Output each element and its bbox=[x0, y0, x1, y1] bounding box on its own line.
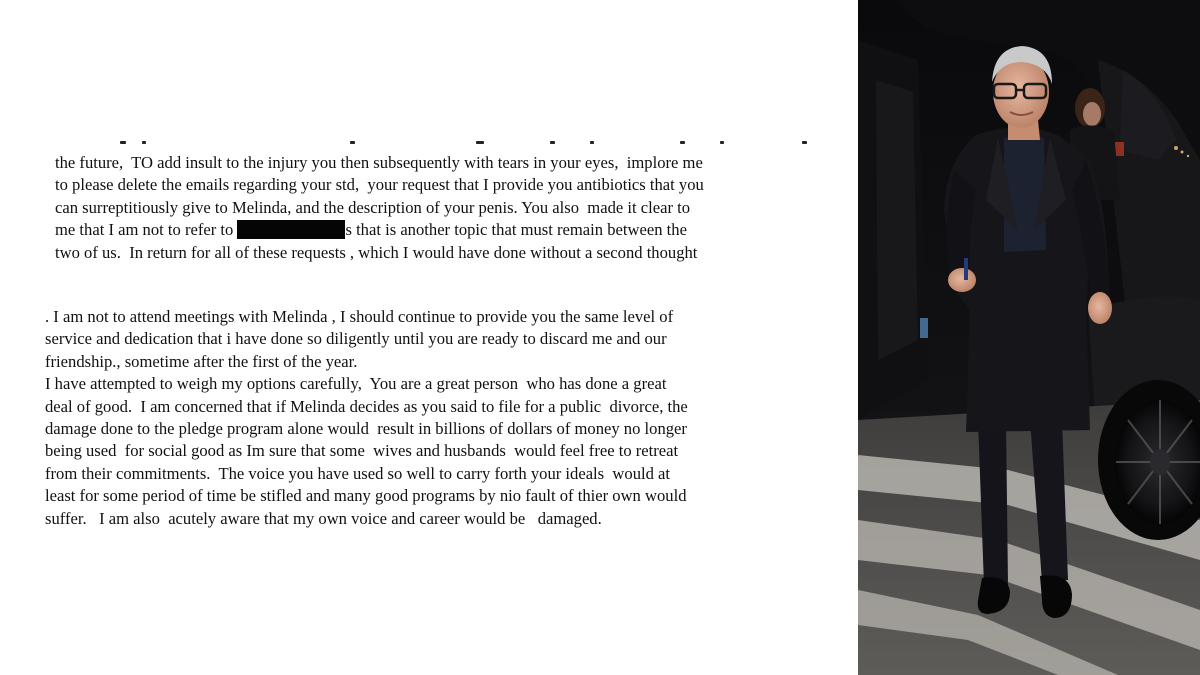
text-line: least for some period of time be stifled and many good programs by nio fault of thier own would bbox=[45, 486, 687, 506]
text-line: damage done to the pledge program alone would result in billions of dollars of money no longer bbox=[45, 419, 687, 439]
text-line: . I am not to attend meetings with Melinda , I should continue to provide you the same level of bbox=[45, 307, 674, 326]
text-line: the future, TO add insult to the injury you then subsequently with tears in your eyes, implore me bbox=[55, 153, 703, 172]
hand bbox=[1088, 292, 1112, 324]
text-after-redaction: s that is another topic that must remain between the bbox=[345, 220, 687, 240]
photo-man-beside-car bbox=[858, 0, 1200, 675]
hand bbox=[948, 268, 976, 292]
pen bbox=[964, 258, 968, 280]
cropped-text-line bbox=[120, 135, 810, 147]
paragraph-2 bbox=[45, 306, 688, 530]
text-line: friendship., sometime after the first of the year. bbox=[45, 351, 358, 371]
text-line: service and dedication that i have done so diligently until you are ready to discard me and our bbox=[45, 329, 667, 349]
text-line: to please delete the emails regarding your std, your request that I provide you antibiotics that you bbox=[55, 175, 704, 195]
text-line-with-redaction bbox=[55, 219, 704, 241]
text-before-redaction: me that I am not to refer to bbox=[55, 220, 238, 240]
sweater bbox=[1004, 134, 1046, 252]
bottle bbox=[920, 318, 928, 338]
text-line: being used for social good as Im sure that some wives and husbands would feel free to retreat bbox=[45, 441, 679, 461]
text-line: can surreptitiously give to Melinda, and the description of your penis. You also made it clear to bbox=[55, 197, 691, 217]
redaction-bar bbox=[237, 220, 345, 239]
text-line: deal of good. I am concerned that if Melinda decides as you said to file for a public divorce, the bbox=[45, 396, 688, 416]
paragraph-1 bbox=[55, 152, 704, 264]
text-line: two of us. In return for all of these requests , which I would have done without a second thought bbox=[55, 242, 698, 262]
text-line: I have attempted to weigh my options carefully, You are a great person who has done a great bbox=[45, 374, 667, 394]
text-line: from their commitments. The voice you have used so well to carry forth your ideals would at bbox=[45, 463, 671, 483]
text-line: suffer. I am also acutely aware that my own voice and career would be damaged. bbox=[45, 508, 602, 528]
photo-panel bbox=[858, 0, 1200, 675]
